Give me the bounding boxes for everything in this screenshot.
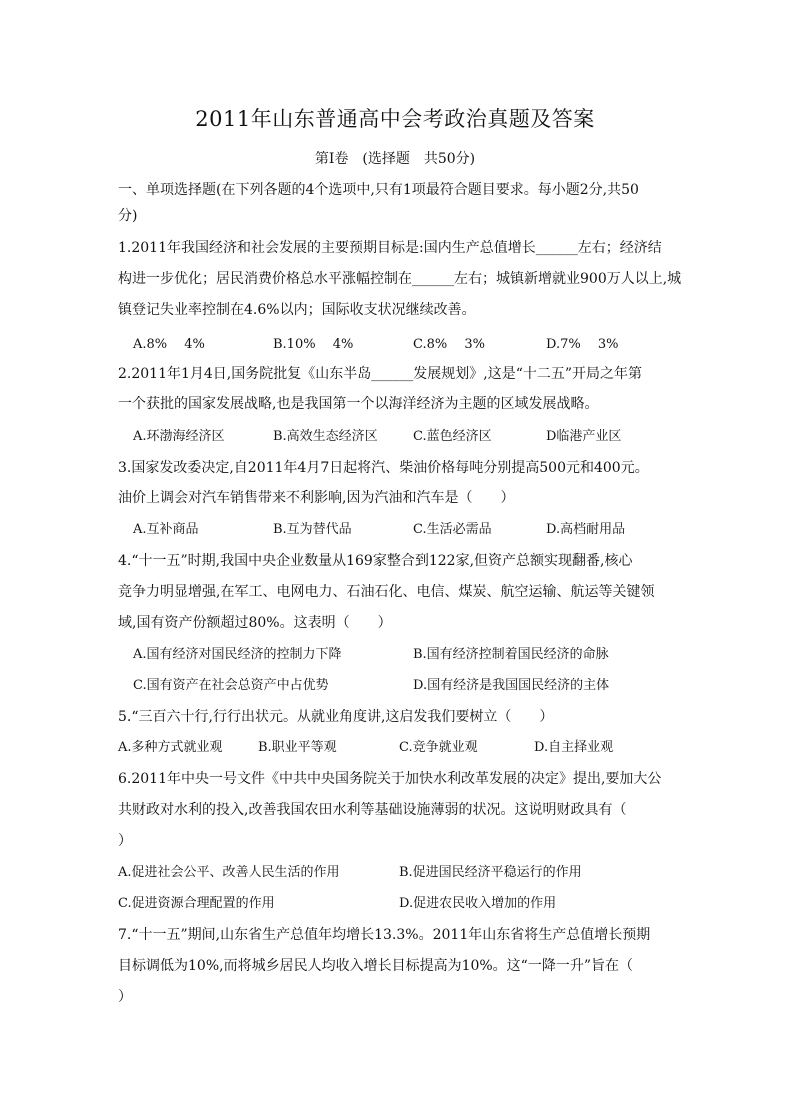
- question-1-option-d: D.7% 3%: [546, 337, 619, 352]
- question-1-option-c: C.8% 3%: [413, 337, 485, 352]
- question-6-line-2: 共财政对水利的投入,改善我国农田水利等基础设施薄弱的状况。这说明财政具有（: [118, 802, 627, 818]
- question-4-option-a: A.国有经济对国民经济的控制力下降: [133, 647, 342, 662]
- question-6-option-c: C.促进资源合理配置的作用: [118, 896, 275, 911]
- section-heading-line-2: 分): [118, 208, 138, 224]
- question-2-line-1: 2.2011年1月4日,国务院批复《山东半岛______发展规划》,这是“十二五”开局之年第: [118, 366, 643, 382]
- question-7-line-3: ）: [118, 989, 132, 1005]
- question-2-option-d: D临港产业区: [546, 429, 622, 444]
- question-4-option-d: D.国有经济是我国国民经济的主体: [413, 678, 610, 693]
- question-1-line-1: 1.2011年我国经济和社会发展的主要预期目标是:国内生产总值增长______左右；经济结: [118, 240, 662, 256]
- question-5-option-a: A.多种方式就业观: [118, 740, 223, 755]
- question-6-option-a: A.促进社会公平、改善人民生活的作用: [118, 865, 340, 880]
- page-subtitle: 第Ⅰ卷 (选择题 共50分): [314, 151, 476, 167]
- question-2-option-b: B.高效生态经济区: [273, 429, 378, 444]
- question-4-line-1: 4.“十一五”时期,我国中央企业数量从169家整合到122家,但资产总额实现翻番,核心: [118, 553, 633, 569]
- question-6-line-1: 6.2011年中央一号文件《中共中央国务院关于加快水利改革发展的决定》提出,要加大公: [118, 771, 662, 787]
- question-3-option-d: D.高档耐用品: [546, 522, 626, 537]
- question-3-option-c: C.生活必需品: [413, 522, 492, 537]
- question-3-line-2: 油价上调会对汽车销售带来不利影响,因为汽油和汽车是（ ）: [118, 490, 515, 506]
- question-7-line-2: 目标调低为10%,而将城乡居民人均收入增长目标提高为10%。这“一降一升”旨在（: [118, 958, 633, 974]
- question-5-option-c: C.竞争就业观: [399, 740, 478, 755]
- question-4-line-2: 竞争力明显增强,在军工、电网电力、石油石化、电信、煤炭、航空运输、航运等关键领: [118, 584, 655, 600]
- question-6-line-3: ）: [118, 833, 132, 849]
- question-2-option-a: A.环渤海经济区: [133, 429, 225, 444]
- question-3-line-1: 3.国家发改委决定,自2011年4月7日起将汽、柴油价格每吨分别提高500元和400元。: [118, 460, 649, 476]
- question-1-line-2: 构进一步优化；居民消费价格总水平涨幅控制在______左右；城镇新增就业900万人以上,城: [118, 271, 682, 287]
- question-1-option-b: B.10% 4%: [273, 337, 354, 352]
- page-title: 2011年山东普通高中会考政治真题及答案: [195, 107, 595, 131]
- question-4-option-b: B.国有经济控制着国民经济的命脉: [413, 647, 609, 662]
- question-4-option-c: C.国有资产在社会总资产中占优势: [133, 678, 329, 693]
- question-3-option-a: A.互补商品: [133, 522, 199, 537]
- question-7-line-1: 7.“十一五”期间,山东省生产总值年均增长13.3%。2011年山东省将生产总值增长预期: [118, 927, 651, 943]
- section-heading-line-1: 一、单项选择题(在下列各题的4个选项中,只有1项最符合题目要求。每小题2分,共50: [118, 182, 639, 198]
- question-2-option-c: C.蓝色经济区: [413, 429, 492, 444]
- question-2-line-2: 一个获批的国家发展战略,也是我国第一个以海洋经济为主题的区域发展战略。: [118, 396, 599, 412]
- question-6-option-b: B.促进国民经济平稳运行的作用: [399, 865, 582, 880]
- question-6-option-d: D.促进农民收入增加的作用: [399, 896, 557, 911]
- question-1-option-a: A.8% 4%: [133, 337, 205, 352]
- question-5-line-1: 5.“三百六十行,行行出状元。从就业角度讲,这启发我们要树立（ ）: [118, 709, 554, 725]
- question-3-option-b: B.互为替代品: [273, 522, 352, 537]
- question-5-option-d: D.自主择业观: [534, 740, 614, 755]
- question-5-option-b: B.职业平等观: [258, 740, 337, 755]
- question-1-line-3: 镇登记失业率控制在4.6%以内；国际收支状况继续改善。: [118, 302, 476, 318]
- question-4-line-3: 域,国有资产份额超过80%。这表明（ ）: [118, 615, 392, 631]
